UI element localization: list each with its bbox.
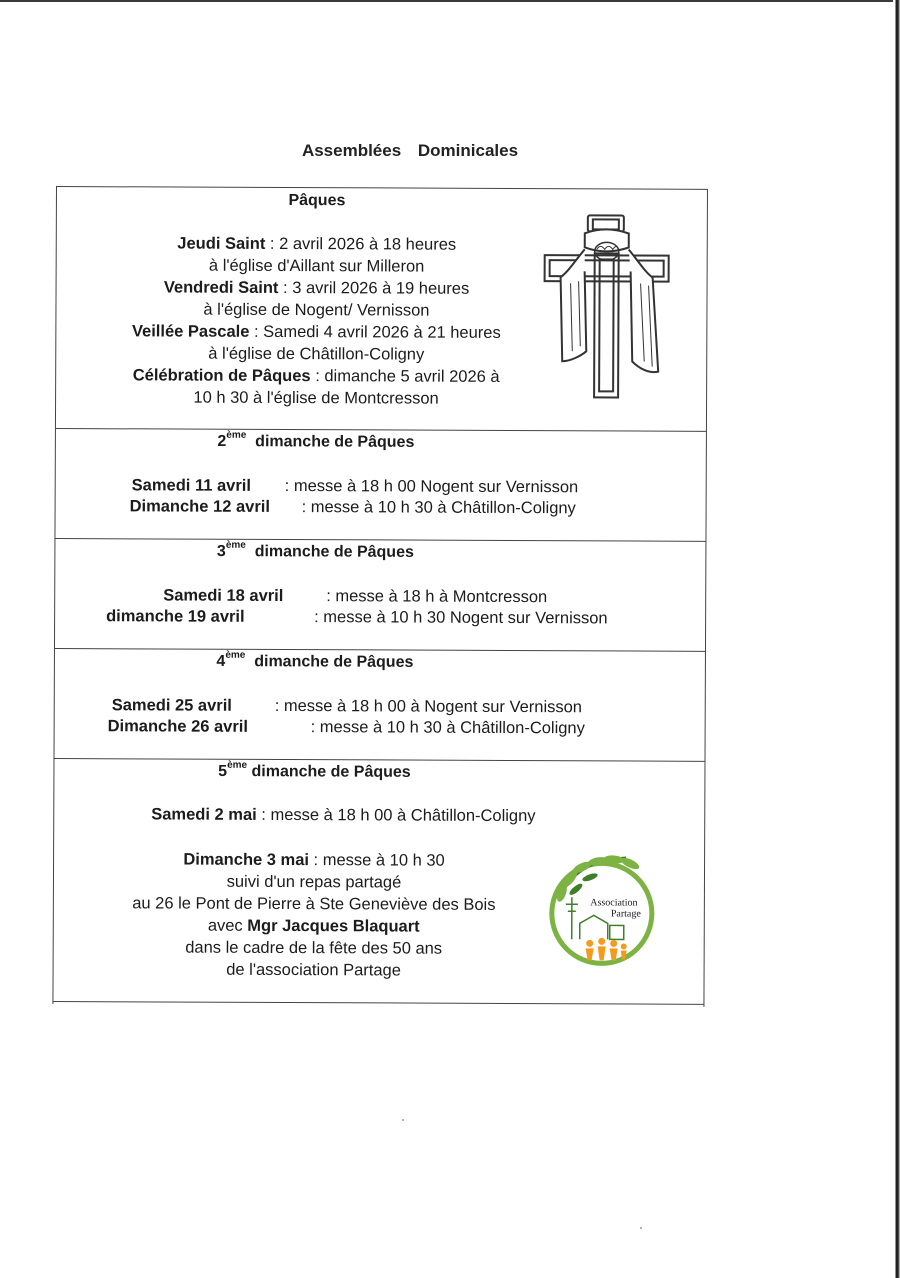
sunday5-line-5: dans le cadre de la fête des 50 ans (185, 938, 443, 958)
schedule-detail: : messe à 10 h 30 Nogent sur Vernisson (314, 608, 608, 628)
schedule-detail: : messe à 18 h à Montcresson (326, 587, 548, 607)
section-title: 2ème dimanche de Pâques (217, 429, 415, 451)
paques-line-7: Célébration de Pâques : dimanche 5 avril 2026 à (132, 366, 500, 386)
paques-line-1: Jeudi Saint : 2 avril 2026 à 18 heures (177, 234, 457, 254)
logo-text-line1: Association (590, 897, 638, 909)
schedule-row: Samedi 25 avril (111, 696, 232, 715)
section-sunday-5 (53, 758, 704, 1005)
schedule-row: Samedi 18 avril (163, 586, 284, 605)
schedule-row: Samedi 2 mai : messe à 18 h 00 à Châtillon-Coligny (151, 805, 536, 826)
schedule-detail: : messe à 10 h 30 à Châtillon-Coligny (301, 498, 576, 518)
sunday5-line-3: au 26 le Pont de Pierre à Ste Geneviève des Bois (132, 894, 496, 914)
paques-line-4: à l'église de Nogent/ Vernisson (203, 300, 430, 320)
section-paques (56, 186, 707, 432)
paques-line-2: à l'église d'Aillant sur Milleron (208, 256, 425, 276)
schedule-row: dimanche 19 avril (106, 607, 245, 626)
sunday5-line-1: Dimanche 3 mai : messe à 10 h 30 (183, 850, 445, 870)
section-sunday-4 (54, 648, 704, 762)
scan-edge-right (893, 0, 900, 1278)
schedule-detail: : messe à 18 h 00 Nogent sur Vernisson (284, 477, 579, 497)
paques-line-8: 10 h 30 à l'église de Montcresson (193, 388, 439, 408)
association-partage-logo (544, 849, 663, 970)
section-title: 5ème dimanche de Pâques (218, 759, 411, 781)
section-title: 4ème dimanche de Pâques (216, 649, 414, 671)
sunday5-line-4: avec Mgr Jacques Blaquart (207, 916, 420, 936)
paques-line-6: à l'église de Châtillon-Coligny (208, 344, 425, 364)
sunday5-line-2: suivi d'un repas partagé (226, 872, 402, 892)
page-title: Assemblées Dominicales (301, 141, 519, 160)
section-sunday-3 (55, 538, 705, 652)
logo-text-line2: Partage (610, 908, 641, 920)
paques-line-5: Veillée Pascale : Samedi 4 avril 2026 à 21 heures (131, 322, 501, 342)
schedule-row: Samedi 11 avril (131, 476, 251, 495)
schedule-row: Dimanche 26 avril (107, 717, 249, 736)
section-sunday-2 (55, 428, 705, 542)
easter-cross-icon (540, 211, 673, 402)
paques-line-3: Vendredi Saint : 3 avril 2026 à 19 heures (163, 278, 470, 298)
scan-speck (402, 1119, 404, 1121)
section-title: 3ème dimanche de Pâques (216, 539, 414, 561)
schedule-table (52, 186, 708, 1007)
section-title: Pâques (288, 192, 346, 210)
scan-speck (640, 1227, 642, 1229)
scan-edge-top (0, 0, 900, 2)
schedule-row: Dimanche 12 avril (129, 497, 270, 516)
schedule-detail: : messe à 10 h 30 à Châtillon-Coligny (310, 718, 585, 738)
schedule-detail: : messe à 18 h 00 à Nogent sur Vernisson (274, 696, 583, 717)
sunday5-line-6: de l'association Partage (226, 960, 401, 980)
